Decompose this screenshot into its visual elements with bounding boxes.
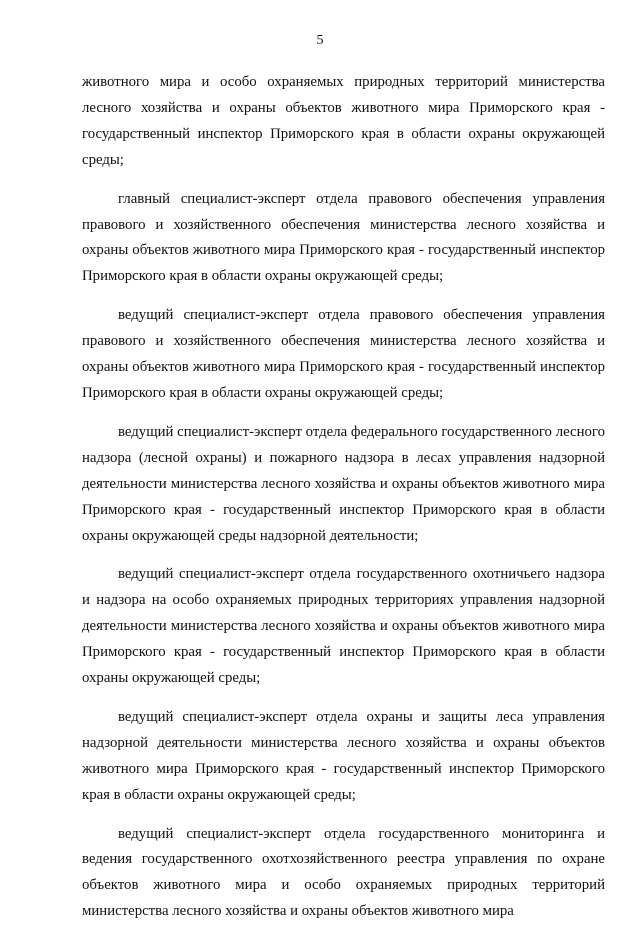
paragraph-continuation: животного мира и особо охраняемых природных территорий министерства лесного хозяйства и охраны объектов животного мира Приморского края - государственный инспектор Приморского края в области охраны окружающей среды; [82,74,605,168]
paragraph-lead-specialist-hunting-supervision: ведущий специалист-эксперт отдела государственного охотничьего надзора и надзора на особо охраняемых природных территориях управления надзорной деятельности министерства лесного хозяйства и охраны объектов животного мира Приморского края - государственный инспектор Приморского края в области охраны окружающей среды; [82,566,605,687]
paragraph-lead-specialist-monitoring: ведущий специалист-эксперт отдела государственного мониторинга и ведения государственного охотхозяйственного реестра управления по охране объектов животного мира и особо охраняемых природных территорий министерства лесного хозяйства и охраны объектов животного мира [82,825,605,920]
paragraph-chief-specialist-legal: главный специалист-эксперт отдела правового обеспечения управления правового и хозяйственного обеспечения министерства лесного хозяйства и охраны объектов животного мира Приморского края - государственный инспектор Приморского края в области охраны окружающей среды; [82,190,605,285]
page-number: 5 [316,33,324,48]
paragraph-lead-specialist-legal: ведущий специалист-эксперт отдела правового обеспечения управления правового и хозяйственного обеспечения министерства лесного хозяйства и охраны объектов животного мира Приморского края - государственный инспектор Приморского края в области охраны окружающей среды; [82,307,605,401]
document-body [82,70,605,938]
paragraph-lead-specialist-forest-protection: ведущий специалист-эксперт отдела охраны и защиты леса управления надзорной деятельности министерства лесного хозяйства и охраны объектов животного мира Приморского края - государственный инспектор Приморского края в области охраны окружающей среды; [82,708,605,803]
paragraph-lead-specialist-forest-supervision: ведущий специалист-эксперт отдела федерального государственного лесного надзора (лесной охраны) и пожарного надзора в лесах управления надзорной деятельности министерства лесного хозяйства и охраны объектов животного мира Приморского края - государственный инспектор Приморского края в области охраны окружающей среды надзорной деятельности; [82,423,605,544]
